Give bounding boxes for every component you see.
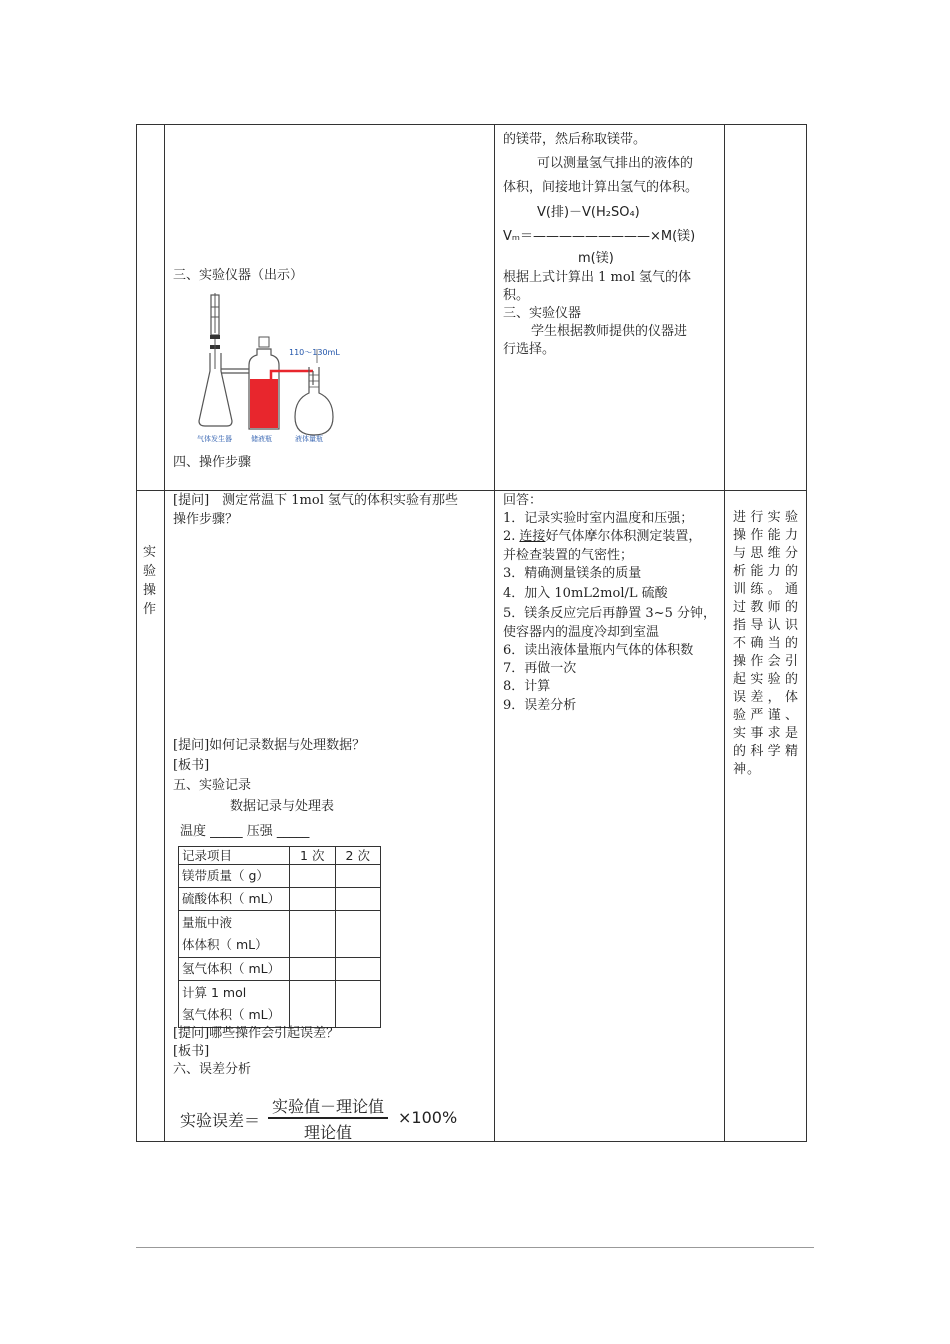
col-border-1 — [136, 124, 137, 1142]
error-formula-multiplier: ×100% — [398, 1108, 458, 1127]
table-cell — [335, 911, 381, 958]
intent-line: 神。 — [733, 762, 762, 777]
table-cell — [335, 958, 381, 981]
question-record: [提问]如何记录数据与处理数据？ — [173, 738, 366, 753]
heading-instruments-student: 三、实验仪器 — [503, 306, 582, 321]
intent-line: 实事求是 — [733, 726, 799, 741]
table-header-cell: 2 次 — [335, 847, 381, 865]
heading-record: 五、实验记录 — [173, 778, 252, 793]
apparatus-diagram — [195, 293, 355, 448]
col-border-3 — [494, 124, 495, 1142]
table-row — [179, 911, 381, 958]
intent-line: 过教师的 — [733, 600, 799, 615]
label-volumetric: 液体量瓶 — [295, 435, 323, 443]
text-calc-a: 根据上式计算出 1 mol 氢气的体 — [503, 270, 691, 285]
step-5a: 5．镁条反应完后再静置 3~5 分钟， — [503, 606, 716, 621]
step-2-number: 2. — [503, 529, 516, 544]
col-border-5 — [806, 124, 807, 1142]
record-table-title: 数据记录与处理表 — [230, 799, 335, 814]
design-intent — [733, 509, 799, 779]
table-cell: 硫酸体积（ mL） — [179, 888, 290, 911]
step-5b: 使容器内的温度冷却到室温 — [503, 625, 660, 640]
section-label-4: 作 — [143, 602, 157, 617]
intent-line: 操作会引 — [733, 654, 799, 669]
label-reservoir: 储液瓶 — [251, 435, 272, 443]
col-border-2 — [164, 124, 165, 1142]
step-2 — [503, 527, 701, 546]
formula-numerator: V(排)－V(H₂SO₄) — [537, 205, 640, 220]
table-header-cell: 1 次 — [290, 847, 336, 865]
intent-line: 起实验的 — [733, 672, 799, 687]
intent-line: 训练。通 — [733, 582, 799, 597]
section-label-2: 验 — [143, 564, 157, 579]
table-cell — [335, 888, 381, 911]
table-row — [179, 958, 381, 981]
liquid-fill — [250, 379, 278, 428]
table-border-bottom — [136, 1141, 807, 1142]
step-2b: 并检查装置的气密性； — [503, 548, 634, 563]
step-2-link[interactable]: 连接 — [519, 529, 546, 544]
heading-error-analysis: 六、误差分析 — [173, 1062, 252, 1077]
table-row — [179, 865, 381, 888]
table-cell — [290, 865, 336, 888]
table-cell — [290, 958, 336, 981]
question-steps-a: [提问] 测定常温下 1mol 氢气的体积实验有那些 — [173, 493, 458, 508]
table-cell: 镁带质量（ g） — [179, 865, 290, 888]
step-7: 7．再做一次 — [503, 661, 577, 676]
error-formula-numerator: 实验值－理论值 — [271, 1097, 384, 1116]
intent-line: 操作能力 — [733, 528, 799, 543]
intent-line: 指导认识 — [733, 618, 799, 633]
error-formula-lhs: 实验误差＝ — [180, 1111, 261, 1130]
heading-instruments: 三、实验仪器（出示） — [173, 268, 304, 283]
temperature-pressure-line: 温度 _____ 压强 _____ — [180, 824, 310, 839]
table-cell — [290, 888, 336, 911]
board-note-1: [板书] — [173, 758, 210, 773]
section-label-1: 实 — [143, 545, 157, 560]
text-calc-b: 积。 — [503, 288, 530, 303]
step-3: 3．精确测量镁条的质量 — [503, 566, 642, 581]
step-2-text: 好气体摩尔体积测定装置， — [545, 529, 702, 544]
step-6: 6．读出液体量瓶内气体的体积数 — [503, 643, 694, 658]
table-cell — [335, 981, 381, 1028]
error-formula-bar — [268, 1117, 388, 1119]
board-note-2: [板书] — [173, 1044, 210, 1059]
text-choose-a: 学生根据教师提供的仪器进 — [531, 324, 688, 339]
intent-line: 不确当的 — [733, 636, 799, 651]
error-formula-denominator: 理论值 — [303, 1123, 352, 1142]
step-4: 4．加入 10mL2mol/L 硫酸 — [503, 586, 668, 601]
intent-line: 与思维分 — [733, 546, 799, 561]
formula-main: Vₘ＝—————————×M(镁) — [503, 229, 696, 244]
step-9: 9．误差分析 — [503, 698, 577, 713]
section-label-3: 操 — [143, 583, 157, 598]
intent-line: 进行实验 — [733, 510, 799, 525]
table-cell — [290, 981, 336, 1028]
text-choose-b: 行选择。 — [503, 342, 556, 357]
table-row — [179, 981, 381, 1028]
error-formula — [180, 1094, 480, 1140]
volume-label: 110～130mL — [289, 348, 340, 357]
intent-line: 验严谨、 — [733, 708, 799, 723]
text-measure-a: 可以测量氢气排出的液体的 — [537, 156, 694, 171]
table-border-top — [136, 124, 807, 125]
question-error: [提问]哪些操作会引起误差？ — [173, 1026, 340, 1041]
text-measure-b: 体积，间接地计算出氢气的体积。 — [503, 180, 699, 195]
table-cell — [335, 865, 381, 888]
answer-label: 回答： — [503, 493, 543, 508]
intent-line: 析能力的 — [733, 564, 799, 579]
text-weigh: 的镁带，然后称取镁带。 — [503, 132, 647, 147]
question-steps-b: 操作步骤？ — [173, 512, 239, 527]
table-row — [179, 888, 381, 911]
step-1: 1．记录实验时室内温度和压强； — [503, 511, 694, 526]
table-cell: 氢气体积（ mL） — [179, 958, 290, 981]
table-cell — [290, 911, 336, 958]
table-header-row — [179, 847, 381, 865]
heading-steps: 四、操作步骤 — [173, 455, 252, 470]
step-8: 8．计算 — [503, 679, 551, 694]
label-generator: 气体发生器 — [197, 435, 232, 443]
formula-denominator: m(镁) — [578, 251, 614, 266]
col-border-4 — [724, 124, 725, 1142]
table-cell: 计算 1 mol 氢气体积（ mL） — [179, 981, 290, 1028]
intent-line: 误差，体 — [733, 690, 799, 705]
intent-line: 的科学精 — [733, 744, 799, 759]
record-table — [178, 846, 381, 1028]
footer-rule — [136, 1247, 814, 1248]
table-header-cell: 记录项目 — [179, 847, 290, 865]
table-cell: 量瓶中液 体体积（ mL） — [179, 911, 290, 958]
